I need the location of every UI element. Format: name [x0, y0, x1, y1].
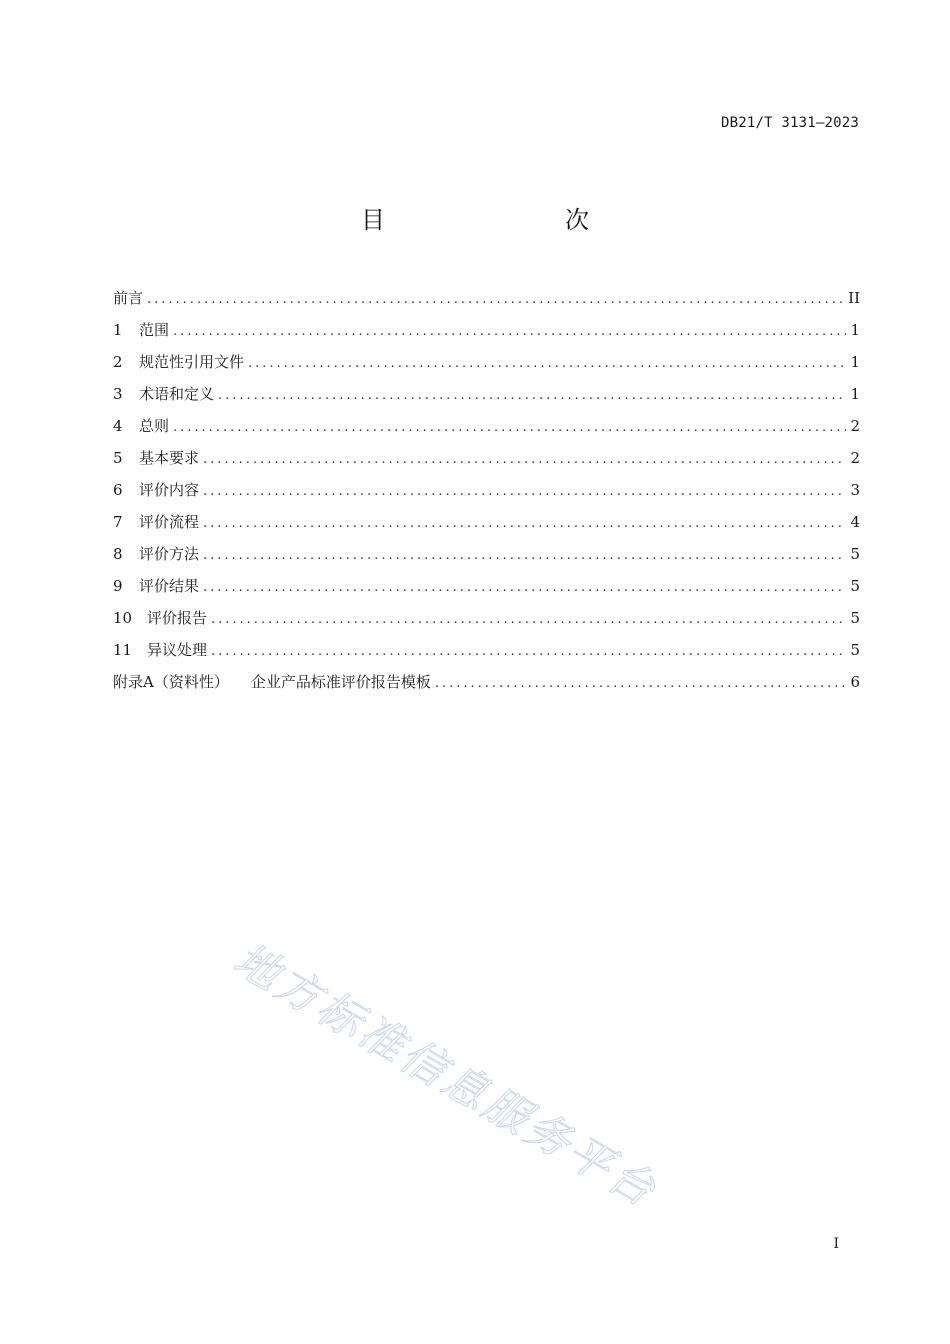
toc-entry-label: 评价流程 [139, 513, 200, 531]
toc-leader-dots [173, 420, 846, 435]
toc-entry-foreword[interactable] [113, 287, 860, 319]
toc-leader-dots [173, 324, 846, 339]
toc-entry-number: 9 [113, 577, 123, 595]
toc-entry-terms-definitions[interactable] [113, 383, 860, 415]
toc-entry-label: 评价报告 [147, 609, 208, 627]
toc-entry-label: 总则 [139, 417, 170, 435]
toc-entry-label: 前言 [113, 289, 144, 307]
toc-entry-number: 4 [113, 417, 123, 435]
toc-entry-number: 7 [113, 513, 123, 531]
toc-entry-number: 6 [113, 481, 123, 499]
toc-leader-dots [218, 388, 846, 403]
toc-leader-dots [203, 484, 846, 499]
toc-entry-page: 5 [850, 545, 860, 563]
toc-entry-page: 1 [850, 385, 860, 403]
toc-entry-number: 2 [113, 353, 123, 371]
toc-leader-dots [211, 644, 846, 659]
toc-entry-number: 3 [113, 385, 123, 403]
toc-entry-label: 企业产品标准评价报告模板 [250, 673, 431, 691]
toc-entry-appendix-a[interactable] [113, 671, 860, 703]
toc-entry-evaluation-process[interactable] [113, 511, 860, 543]
toc-entry-evaluation-report[interactable] [113, 607, 860, 639]
table-of-contents [113, 287, 860, 703]
toc-entry-page: 5 [850, 609, 860, 627]
toc-entry-label: 范围 [139, 321, 170, 339]
toc-leader-dots [211, 612, 846, 627]
toc-leader-dots [147, 292, 846, 307]
toc-entry-label: 规范性引用文件 [139, 353, 245, 371]
toc-entry-label: 基本要求 [139, 449, 200, 467]
toc-entry-page: 1 [850, 353, 860, 371]
toc-leader-dots [203, 548, 846, 563]
toc-entry-page: 2 [850, 417, 860, 435]
toc-entry-label: 术语和定义 [139, 385, 215, 403]
toc-entry-page: 2 [850, 449, 860, 467]
toc-entry-general[interactable] [113, 415, 860, 447]
page-title: 目 次 [361, 206, 633, 234]
toc-entry-page: 5 [850, 577, 860, 595]
toc-entry-number: 8 [113, 545, 123, 563]
page-number: I [833, 1236, 839, 1252]
toc-leader-dots [248, 356, 846, 371]
toc-entry-scope[interactable] [113, 319, 860, 351]
toc-entry-label: 异议处理 [147, 641, 208, 659]
toc-entry-label: 评价结果 [139, 577, 200, 595]
toc-entry-number: 1 [113, 321, 123, 339]
toc-entry-normative-references[interactable] [113, 351, 860, 383]
toc-entry-number: 5 [113, 449, 123, 467]
toc-entry-label: 评价方法 [139, 545, 200, 563]
toc-entry-evaluation-results[interactable] [113, 575, 860, 607]
toc-entry-label: 评价内容 [139, 481, 200, 499]
toc-entry-evaluation-content[interactable] [113, 479, 860, 511]
toc-entry-page: 6 [850, 673, 860, 691]
toc-entry-page: 3 [850, 481, 860, 499]
toc-entry-evaluation-method[interactable] [113, 543, 860, 575]
toc-entry-number: 11 [113, 641, 133, 659]
toc-entry-page: II [848, 289, 860, 307]
document-code: DB21/T 3131—2023 [720, 115, 859, 131]
toc-entry-page: 5 [850, 641, 860, 659]
toc-entry-page: 4 [850, 513, 860, 531]
toc-leader-dots [435, 676, 846, 691]
toc-appendix-prefix: 附录A（资料性） [113, 673, 229, 691]
toc-leader-dots [203, 516, 846, 531]
toc-entry-objection-handling[interactable] [113, 639, 860, 671]
toc-entry-number: 10 [113, 609, 133, 627]
toc-entry-basic-requirements[interactable] [113, 447, 860, 479]
toc-entry-page: 1 [850, 321, 860, 339]
watermark-text: 地方标准信息服务平台 [225, 933, 667, 1218]
toc-leader-dots [203, 452, 846, 467]
toc-leader-dots [203, 580, 846, 595]
